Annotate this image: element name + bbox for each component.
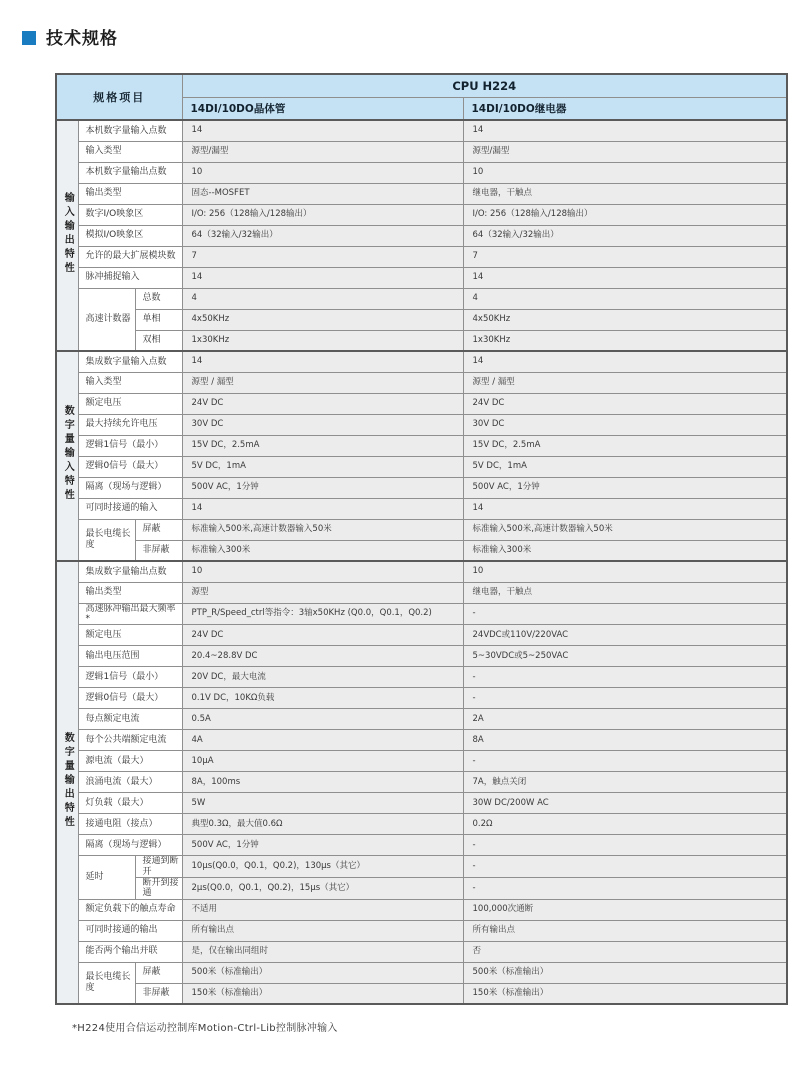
column-header-relay: 14DI/10DO继电器 <box>463 97 787 120</box>
spec-value: 20V DC，最大电流 <box>182 667 463 688</box>
page-title: 技术规格 <box>46 29 118 49</box>
table-row <box>56 120 787 141</box>
spec-value: 64（32输入/32输出） <box>182 225 463 246</box>
spec-value: 标准输入500米,高速计数器输入50米 <box>463 519 787 540</box>
table-row <box>56 183 787 204</box>
table-row <box>56 667 787 688</box>
spec-value: 0.5A <box>182 709 463 730</box>
spec-item-label: 能否两个输出并联 <box>78 941 182 962</box>
spec-value: 150米（标准输出） <box>182 983 463 1004</box>
spec-value: 所有输出点 <box>463 920 787 941</box>
spec-value: 10 <box>182 561 463 582</box>
spec-value: 2A <box>463 709 787 730</box>
spec-item-label: 每个公共端额定电流 <box>78 730 182 751</box>
spec-value: 源型 / 漏型 <box>463 372 787 393</box>
spec-value: 14 <box>463 498 787 519</box>
spec-item-label: 高速脉冲输出最大频率* <box>78 603 182 625</box>
spec-item-label: 输入类型 <box>78 372 182 393</box>
spec-value: 10 <box>463 162 787 183</box>
spec-value: 5V DC，1mA <box>182 456 463 477</box>
spec-value: 14 <box>182 267 463 288</box>
table-row <box>56 351 787 372</box>
spec-value: 4x50KHz <box>463 309 787 330</box>
spec-sub-label: 单相 <box>135 309 182 330</box>
section-group-label-text: 输入输出特性 <box>62 191 74 276</box>
spec-item-label: 输出电压范围 <box>78 646 182 667</box>
section-group-label <box>56 561 78 1004</box>
spec-item-label: 额定电压 <box>78 393 182 414</box>
table-row <box>56 603 787 625</box>
spec-item-label: 输出类型 <box>78 582 182 603</box>
footnote: *H224使用合信运动控制库Motion-Ctrl-Lib控制脉冲输入 <box>72 1023 338 1034</box>
spec-item-label: 本机数字量输入点数 <box>78 120 182 141</box>
table-row <box>56 288 787 309</box>
table-row <box>56 962 787 983</box>
spec-item-label: 模拟I/O映象区 <box>78 225 182 246</box>
table-row <box>56 709 787 730</box>
spec-value: 4A <box>182 730 463 751</box>
spec-value: I/O: 256（128输入/128输出） <box>463 204 787 225</box>
spec-value: 30V DC <box>182 414 463 435</box>
cpu-model-header: CPU H224 <box>182 74 787 97</box>
spec-value: PTP_R/Speed_ctrl等指令：3轴x50KHz (Q0.0，Q0.1，Q0.2) <box>182 603 463 625</box>
spec-section <box>56 120 787 351</box>
spec-value: 5W <box>182 793 463 814</box>
table-row <box>56 519 787 540</box>
spec-sub-label: 断开到接通 <box>135 877 182 899</box>
section-group-label-text: 数字量输入特性 <box>62 405 74 503</box>
section-group-label-text: 数字量输出特性 <box>62 731 74 830</box>
spec-item-header: 规格项目 <box>56 74 182 120</box>
spec-value: 是，仅在输出同组时 <box>182 941 463 962</box>
spec-value: 继电器，干触点 <box>463 183 787 204</box>
spec-value: - <box>463 688 787 709</box>
spec-sub-label: 非屏蔽 <box>135 540 182 561</box>
table-row <box>56 856 787 878</box>
spec-value: 源型 <box>182 582 463 603</box>
spec-value: 500V AC，1分钟 <box>182 835 463 856</box>
section-group-label <box>56 351 78 561</box>
spec-item-label: 输出类型 <box>78 183 182 204</box>
spec-item-label: 逻辑1信号（最小） <box>78 435 182 456</box>
spec-item-label: 可同时接通的输出 <box>78 920 182 941</box>
spec-sub-label: 接通到断开 <box>135 856 182 878</box>
spec-value: 否 <box>463 941 787 962</box>
spec-value: 标准输入300米 <box>182 540 463 561</box>
spec-value: 24V DC <box>463 393 787 414</box>
table-row <box>56 899 787 920</box>
table-row <box>56 688 787 709</box>
section-title-bar <box>22 30 118 49</box>
spec-item-label: 允许的最大扩展模块数 <box>78 246 182 267</box>
spec-value: 8A，100ms <box>182 772 463 793</box>
table-row <box>56 246 787 267</box>
spec-item-label: 最长电缆长度 <box>78 962 135 1004</box>
spec-value: - <box>463 751 787 772</box>
spec-item-label: 额定电压 <box>78 625 182 646</box>
spec-value: 10μs(Q0.0，Q0.1，Q0.2)，130μs（其它） <box>182 856 463 878</box>
spec-value: 500米（标准输出） <box>182 962 463 983</box>
spec-value: 固态--MOSFET <box>182 183 463 204</box>
spec-section <box>56 351 787 561</box>
table-row <box>56 941 787 962</box>
spec-item-label: 集成数字量输入点数 <box>78 351 182 372</box>
spec-value: 10μA <box>182 751 463 772</box>
spec-item-label: 每点额定电流 <box>78 709 182 730</box>
spec-item-label: 高速计数器 <box>78 288 135 351</box>
table-row <box>56 793 787 814</box>
title-accent-square-icon <box>22 31 36 45</box>
column-header-transistor: 14DI/10DO晶体管 <box>182 97 463 120</box>
spec-item-label: 脉冲捕捉输入 <box>78 267 182 288</box>
section-group-label <box>56 120 78 351</box>
table-row <box>56 372 787 393</box>
spec-sub-label: 总数 <box>135 288 182 309</box>
table-row <box>56 772 787 793</box>
spec-value: 1x30KHz <box>463 330 787 351</box>
spec-value: 源型 / 漏型 <box>182 372 463 393</box>
table-row <box>56 646 787 667</box>
spec-item-label: 灯负载（最大） <box>78 793 182 814</box>
spec-item-label: 浪涌电流（最大） <box>78 772 182 793</box>
spec-value: 10 <box>182 162 463 183</box>
spec-item-label: 延时 <box>78 856 135 899</box>
spec-value: 24V DC <box>182 625 463 646</box>
spec-value: 150米（标准输出） <box>463 983 787 1004</box>
spec-value: 4 <box>182 288 463 309</box>
table-row <box>56 625 787 646</box>
spec-value: 7 <box>182 246 463 267</box>
spec-value: 14 <box>463 120 787 141</box>
spec-value: 64（32输入/32输出） <box>463 225 787 246</box>
spec-item-label: 隔离（现场与逻辑） <box>78 835 182 856</box>
spec-item-label: 接通电阻（接点） <box>78 814 182 835</box>
spec-item-label: 隔离（现场与逻辑） <box>78 477 182 498</box>
spec-value: 源型/漏型 <box>463 141 787 162</box>
spec-value: 8A <box>463 730 787 751</box>
table-row <box>56 814 787 835</box>
spec-value: 1x30KHz <box>182 330 463 351</box>
table-row <box>56 877 787 899</box>
spec-value: 7A，触点关闭 <box>463 772 787 793</box>
table-row <box>56 435 787 456</box>
spec-value: 4 <box>463 288 787 309</box>
spec-item-label: 集成数字量输出点数 <box>78 561 182 582</box>
spec-item-label: 最长电缆长度 <box>78 519 135 561</box>
spec-value: 14 <box>182 351 463 372</box>
spec-value: 15V DC，2.5mA <box>463 435 787 456</box>
table-row <box>56 730 787 751</box>
spec-item-label: 最大持续允许电压 <box>78 414 182 435</box>
spec-section <box>56 561 787 1004</box>
table-row <box>56 835 787 856</box>
spec-value: 100,000次通断 <box>463 899 787 920</box>
spec-value: 典型0.3Ω，最大值0.6Ω <box>182 814 463 835</box>
spec-item-label: 源电流（最大） <box>78 751 182 772</box>
spec-value: 标准输入500米,高速计数器输入50米 <box>182 519 463 540</box>
spec-value: 5V DC，1mA <box>463 456 787 477</box>
table-row <box>56 225 787 246</box>
spec-value: 500V AC，1分钟 <box>463 477 787 498</box>
spec-item-label: 数字I/O映象区 <box>78 204 182 225</box>
spec-value: 20.4~28.8V DC <box>182 646 463 667</box>
spec-value: 14 <box>182 498 463 519</box>
table-row <box>56 498 787 519</box>
spec-value: - <box>463 877 787 899</box>
spec-value: 14 <box>463 351 787 372</box>
table-row <box>56 751 787 772</box>
table-row <box>56 141 787 162</box>
spec-value: 源型/漏型 <box>182 141 463 162</box>
spec-value: 500V AC，1分钟 <box>182 477 463 498</box>
spec-item-label: 额定负载下的触点寿命 <box>78 899 182 920</box>
spec-item-label: 逻辑1信号（最小） <box>78 667 182 688</box>
table-row <box>56 540 787 561</box>
spec-value: 4x50KHz <box>182 309 463 330</box>
spec-value: 2μs(Q0.0，Q0.1，Q0.2)，15μs（其它） <box>182 877 463 899</box>
spec-value: - <box>463 667 787 688</box>
spec-value: - <box>463 835 787 856</box>
table-row <box>56 920 787 941</box>
spec-item-label: 输入类型 <box>78 141 182 162</box>
spec-value: 14 <box>463 267 787 288</box>
table-row <box>56 477 787 498</box>
spec-value: 14 <box>182 120 463 141</box>
table-row <box>56 414 787 435</box>
table-row <box>56 456 787 477</box>
table-row <box>56 330 787 351</box>
spec-value: 30V DC <box>463 414 787 435</box>
spec-item-label: 逻辑0信号（最大） <box>78 688 182 709</box>
table-row <box>56 309 787 330</box>
table-row <box>56 561 787 582</box>
spec-value: 标准输入300米 <box>463 540 787 561</box>
spec-sub-label: 双相 <box>135 330 182 351</box>
spec-value: 0.2Ω <box>463 814 787 835</box>
table-row <box>56 582 787 603</box>
spec-value: 500米（标准输出） <box>463 962 787 983</box>
spec-value: 15V DC，2.5mA <box>182 435 463 456</box>
table-row <box>56 204 787 225</box>
spec-item-label: 逻辑0信号（最大） <box>78 456 182 477</box>
table-header <box>56 74 787 120</box>
spec-value: 30W DC/200W AC <box>463 793 787 814</box>
table-row <box>56 267 787 288</box>
table-row <box>56 162 787 183</box>
spec-sub-label: 屏蔽 <box>135 519 182 540</box>
spec-value: 7 <box>463 246 787 267</box>
spec-value: 10 <box>463 561 787 582</box>
table-row <box>56 983 787 1004</box>
spec-sub-label: 屏蔽 <box>135 962 182 983</box>
spec-value: 所有输出点 <box>182 920 463 941</box>
spec-value: 继电器，干触点 <box>463 582 787 603</box>
spec-value: 24VDC或110V/220VAC <box>463 625 787 646</box>
spec-item-label: 可同时接通的输入 <box>78 498 182 519</box>
spec-sub-label: 非屏蔽 <box>135 983 182 1004</box>
spec-value: 24V DC <box>182 393 463 414</box>
spec-value: 5~30VDC或5~250VAC <box>463 646 787 667</box>
spec-value: - <box>463 856 787 878</box>
spec-table <box>55 73 788 1005</box>
spec-value: 0.1V DC，10KΩ负载 <box>182 688 463 709</box>
table-row <box>56 393 787 414</box>
spec-value: I/O: 256（128输入/128输出） <box>182 204 463 225</box>
spec-value: 不适用 <box>182 899 463 920</box>
spec-item-label: 本机数字量输出点数 <box>78 162 182 183</box>
spec-value: - <box>463 603 787 625</box>
